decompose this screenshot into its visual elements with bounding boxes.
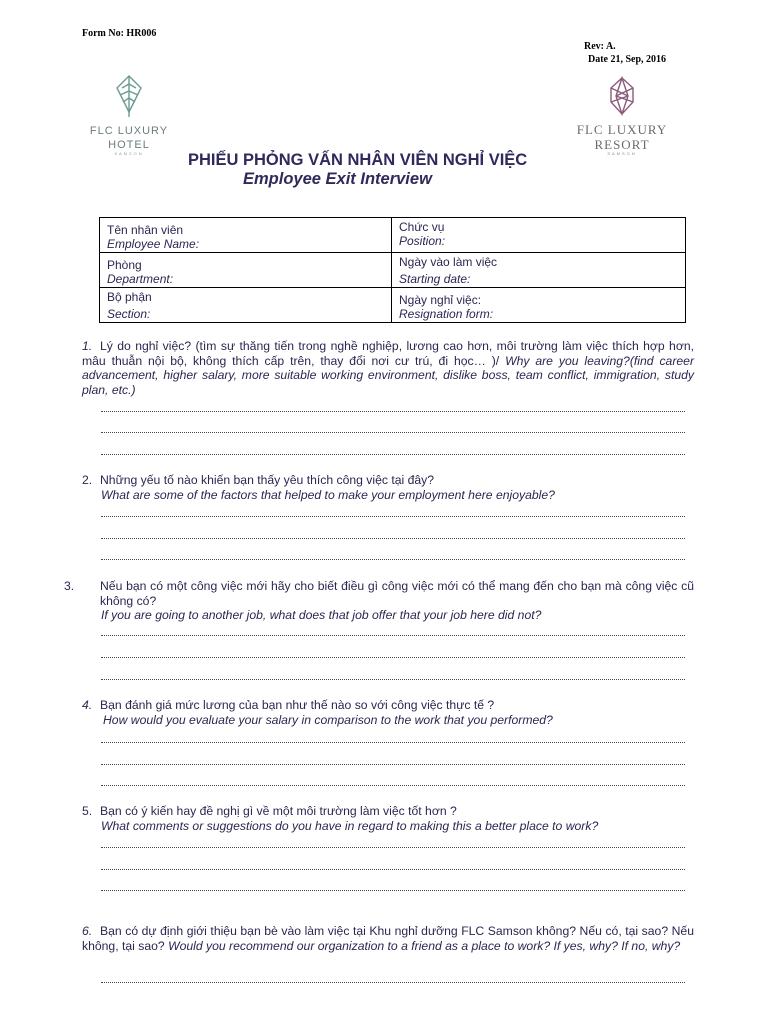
field-label-en: Starting date: bbox=[399, 272, 471, 286]
revision-date: Date 21, Sep, 2016 bbox=[588, 54, 667, 65]
question-text-en: If you are going to another job, what does that job offer that your job here did not? bbox=[101, 608, 542, 622]
question-text-vi: Bạn đánh giá mức lương của bạn như thế nào so với công việc thực tế ? bbox=[100, 698, 495, 712]
answer-line[interactable] bbox=[101, 867, 685, 870]
field-label-vi: Tên nhân viên bbox=[107, 223, 184, 237]
answer-line[interactable] bbox=[101, 762, 685, 765]
question-5 bbox=[82, 804, 694, 833]
answer-line[interactable] bbox=[101, 536, 685, 539]
field-label-en: Employee Name: bbox=[107, 237, 200, 251]
field-label-en: Section: bbox=[107, 307, 151, 321]
employee-name-field[interactable] bbox=[100, 218, 392, 253]
answer-line[interactable] bbox=[101, 740, 685, 743]
resort-logo-sub: SAMSON bbox=[607, 151, 637, 156]
department-field[interactable] bbox=[100, 253, 392, 288]
leaf-icon bbox=[114, 74, 144, 118]
question-text-vi: Nếu bạn có một công việc mới hãy cho biết điều gì công việc mới có thể mang đến cho bạn mà công việc cũ không có? bbox=[100, 579, 694, 608]
table-row bbox=[100, 218, 686, 253]
field-label-vi: Ngày nghỉ việc: bbox=[399, 293, 482, 307]
question-text-vi: Bạn có dự định giới thiệu bạn bè vào làm việc tại Khu nghỉ dưỡng FLC Samson không? Nếu có, tại sao? Nếu không, tại sao? bbox=[82, 924, 694, 953]
field-label-vi: Phòng bbox=[107, 258, 142, 272]
field-label-en: Position: bbox=[399, 234, 446, 248]
question-number: 2. bbox=[82, 473, 93, 487]
question-number: 1. bbox=[82, 339, 93, 353]
question-text-vi: Những yếu tố nào khiến bạn thấy yêu thích công việc tại đây? bbox=[100, 473, 435, 487]
answer-line[interactable] bbox=[101, 557, 685, 560]
field-label-vi: Chức vụ bbox=[399, 220, 445, 234]
form-number: Form No: HR006 bbox=[82, 28, 157, 39]
question-number: 4. bbox=[82, 698, 93, 712]
field-label-vi: Ngày vào làm việc bbox=[399, 255, 498, 269]
question-number: 6. bbox=[82, 924, 93, 938]
position-field[interactable] bbox=[392, 218, 686, 253]
flower-emblem-icon bbox=[608, 76, 636, 116]
question-number: 5. bbox=[82, 804, 93, 818]
answer-line[interactable] bbox=[101, 845, 685, 848]
revision-block bbox=[584, 40, 666, 66]
question-text-vi: Lý do nghỉ việc? (tìm sự thăng tiến trong nghề nghiệp, lương cao hơn, môi trường làm việc thích hợp hơn, mâu thuẫn nội bộ, không thích cấp trên, thay đổi nơi cư trú, đi học… )/ bbox=[82, 339, 694, 368]
answer-line[interactable] bbox=[101, 430, 685, 433]
answer-line[interactable] bbox=[101, 980, 685, 983]
question-1 bbox=[82, 339, 694, 397]
hotel-logo-name: FLC LUXURY bbox=[89, 125, 169, 137]
section-field[interactable] bbox=[100, 288, 392, 323]
form-title-vietnamese: PHIẾU PHỎNG VẤN NHÂN VIÊN NGHỈ VIỆC bbox=[188, 151, 528, 169]
question-6 bbox=[82, 924, 694, 953]
question-number: 3. bbox=[64, 579, 75, 593]
employee-info-table bbox=[99, 217, 686, 323]
answer-line[interactable] bbox=[101, 888, 685, 891]
field-label-vi: Bộ phận bbox=[107, 290, 152, 304]
answer-line[interactable] bbox=[101, 514, 685, 517]
resort-logo-type: RESORT bbox=[594, 137, 650, 152]
resignation-date-field[interactable] bbox=[392, 288, 686, 323]
form-title-english bbox=[243, 170, 432, 189]
question-text-en: Why are you leaving?(find career advancement, higher salary, more suitable working environment, dislike boss, team conflict, immigration, study plan, etc.) bbox=[82, 353, 694, 397]
form-title-english-text: Employee Exit Interview bbox=[243, 170, 432, 188]
question-text-vi: Bạn có ý kiến hay đề nghị gì về một môi trường làm việc tốt hơn ? bbox=[100, 804, 457, 818]
answer-line[interactable] bbox=[101, 655, 685, 658]
question-text-en: What comments or suggestions do you have in regard to making this a better place to work? bbox=[101, 818, 599, 833]
flc-luxury-resort-logo bbox=[566, 76, 678, 156]
table-row bbox=[100, 253, 686, 288]
question-4 bbox=[82, 698, 694, 727]
field-label-en: Resignation form: bbox=[399, 307, 494, 321]
table-row bbox=[100, 288, 686, 323]
answer-line[interactable] bbox=[101, 409, 685, 412]
answer-line[interactable] bbox=[101, 633, 685, 636]
hotel-logo-sub: SAMSON bbox=[114, 151, 144, 156]
flc-luxury-hotel-logo bbox=[84, 74, 174, 156]
question-text-en: How would you evaluate your salary in comparison to the work that you performed? bbox=[103, 712, 553, 727]
starting-date-field[interactable] bbox=[392, 253, 686, 288]
answer-line[interactable] bbox=[101, 783, 685, 786]
resort-logo-name: FLC LUXURY bbox=[576, 122, 668, 137]
answer-line[interactable] bbox=[101, 452, 685, 455]
answer-line[interactable] bbox=[101, 677, 685, 680]
question-2 bbox=[82, 473, 694, 502]
hotel-logo-type: HOTEL bbox=[108, 139, 150, 151]
question-text-en: Would you recommend our organization to a friend as a place to work? If yes, why? If no, why? bbox=[168, 938, 681, 953]
question-text-en: What are some of the factors that helped to make your employment here enjoyable? bbox=[101, 487, 555, 502]
revision: Rev: A. bbox=[584, 41, 616, 52]
field-label-en: Department: bbox=[107, 272, 174, 286]
question-3 bbox=[64, 579, 694, 623]
